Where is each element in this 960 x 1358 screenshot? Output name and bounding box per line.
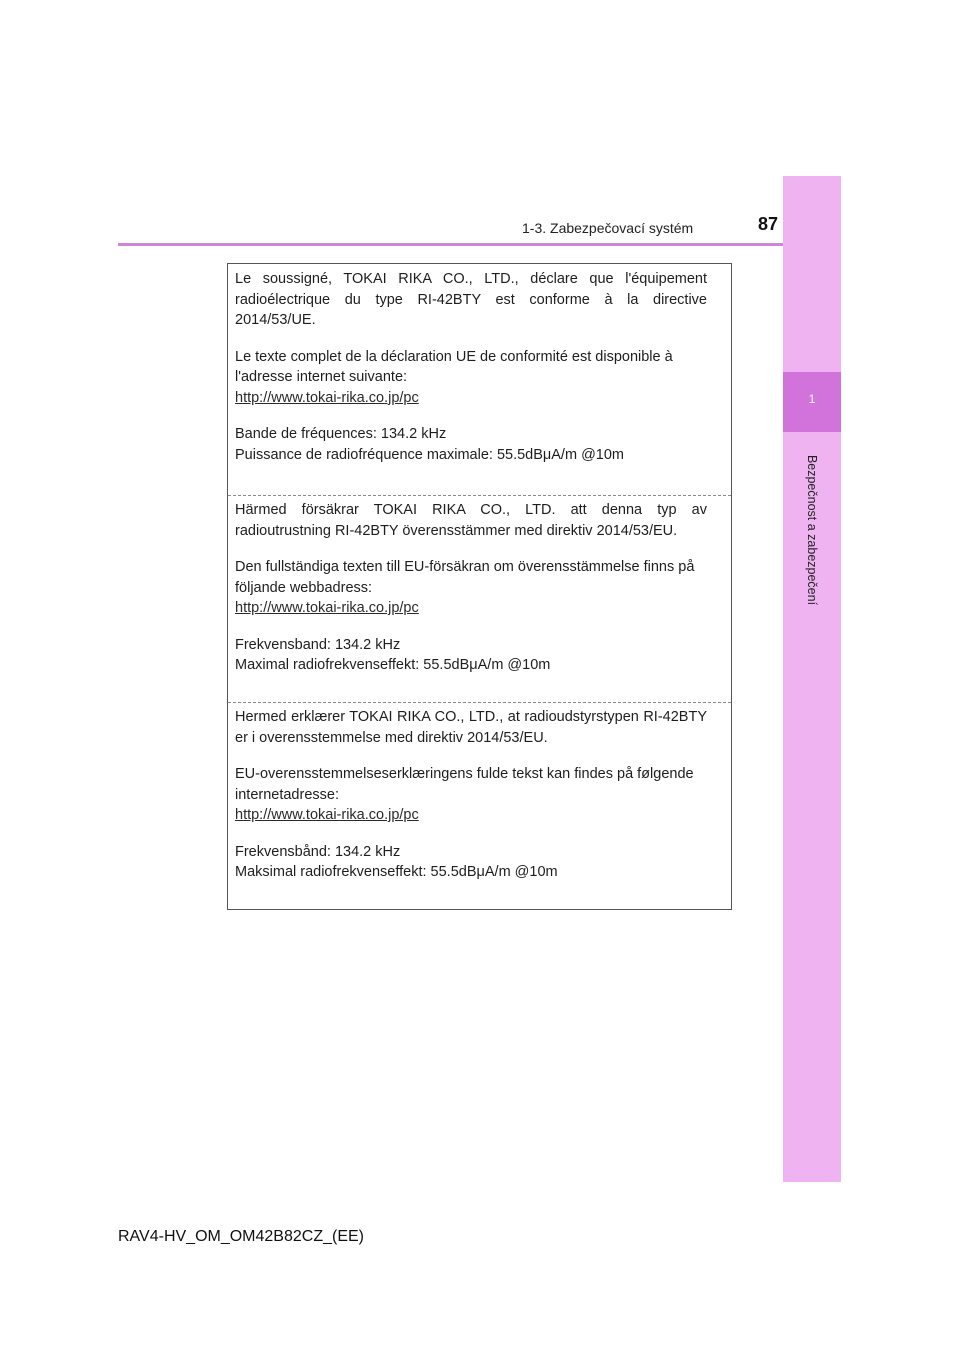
declaration-specs <box>235 424 707 465</box>
declaration-availability <box>235 764 707 826</box>
declaration-swedish <box>235 500 707 676</box>
chapter-label: Bezpečnost a zabezpečení <box>805 454 819 606</box>
header-rule <box>118 243 840 246</box>
declaration-specs <box>235 842 707 883</box>
availability-text: EU-overensstemmelseserklæringens fulde tekst kan findes på følgende internetadresse: <box>235 766 694 803</box>
declaration-intro: Le soussigné, TOKAI RIKA CO., LTD., déclare que l'équipement radioélectrique du type RI-42BTY est conforme à la directive 2014/53/UE. <box>235 271 707 328</box>
chapter-side-tab <box>783 176 841 1182</box>
availability-text: Le texte complet de la déclaration UE de conformité est disponible à l'adresse internet suivante: <box>235 348 673 385</box>
declaration-url-link[interactable]: http://www.tokai-rika.co.jp/pc <box>235 600 419 616</box>
declaration-specs <box>235 635 707 676</box>
frequency-band: Bande de fréquences: 134.2 kHz <box>235 426 447 442</box>
declaration-url-link[interactable]: http://www.tokai-rika.co.jp/pc <box>235 807 419 823</box>
declaration-availability <box>235 347 707 409</box>
frequency-band: Frekvensbånd: 134.2 kHz <box>235 843 401 860</box>
declaration-intro: Härmed försäkrar TOKAI RIKA CO., LTD. att denna typ av radioutrustning RI-42BTY överensstämmer med direktiv 2014/53/EU. <box>235 502 707 539</box>
document-code: RAV4-HV_OM_OM42B82CZ_(EE) <box>118 1228 364 1245</box>
chapter-number: 1 <box>808 392 816 406</box>
declaration-box <box>227 263 732 910</box>
declaration-intro: Hermed erklærer TOKAI RIKA CO., LTD., at radioudstyrstypen RI-42BTY er i overensstemmelse med direktiv 2014/53/EU. <box>235 709 707 746</box>
declaration-availability <box>235 557 707 619</box>
max-power: Maximal radiofrekvenseffekt: 55.5dBμA/m @10m <box>235 657 551 673</box>
section-title: 1-3. Zabezpečovací systém <box>522 220 694 236</box>
page-number: 87 <box>757 214 778 234</box>
declaration-url-link[interactable]: http://www.tokai-rika.co.jp/pc <box>235 389 419 406</box>
declaration-french <box>235 269 707 465</box>
section-divider <box>228 702 731 703</box>
availability-text: Den fullständiga texten till EU-försäkran om överensstämmelse finns på följande webbadress: <box>235 559 695 596</box>
section-divider <box>228 495 731 496</box>
max-power: Puissance de radiofréquence maximale: 55.5dBμA/m @10m <box>235 446 624 463</box>
max-power: Maksimal radiofrekvenseffekt: 55.5dBμA/m @10m <box>235 864 558 880</box>
frequency-band: Frekvensband: 134.2 kHz <box>235 636 401 653</box>
declaration-danish <box>235 707 707 883</box>
